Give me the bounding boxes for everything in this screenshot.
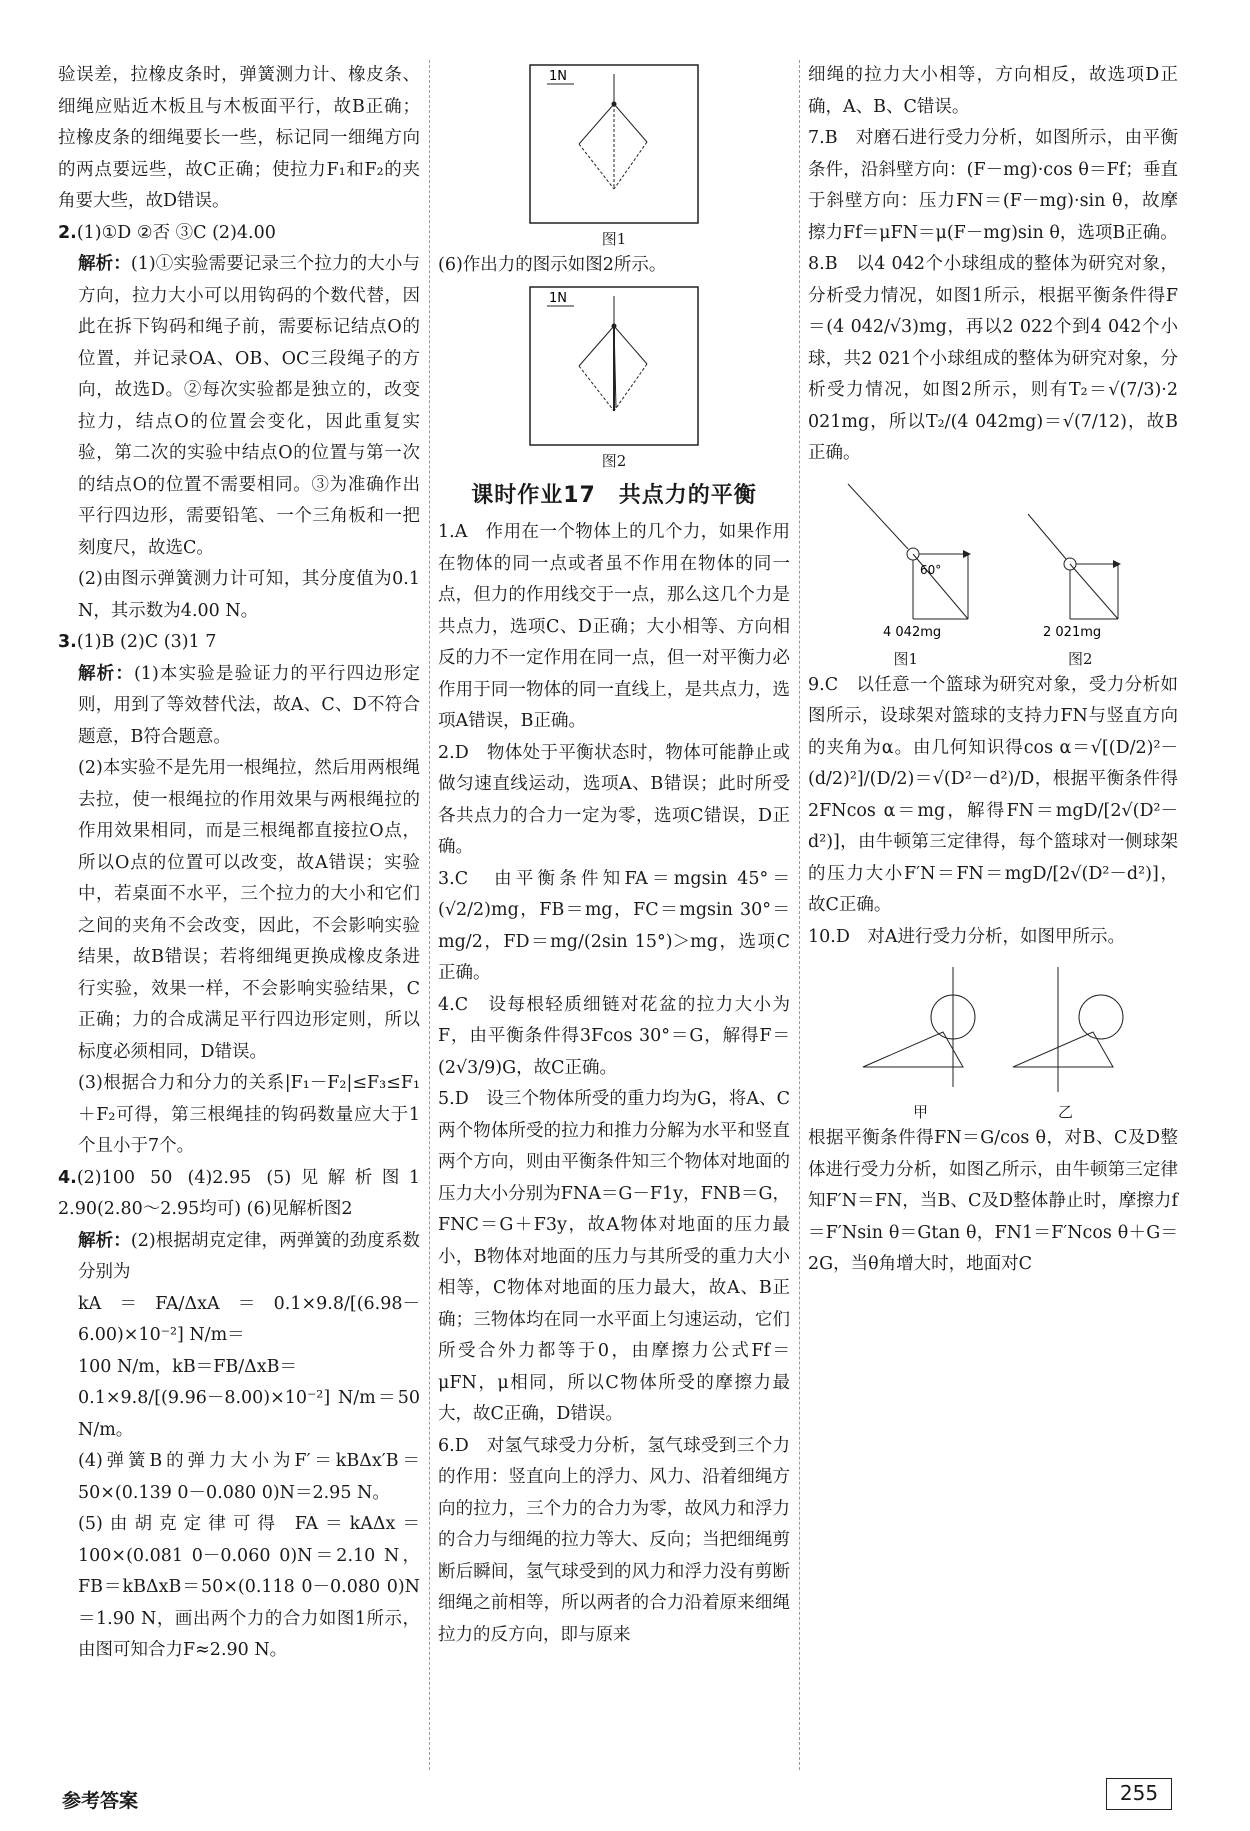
solution-text: (1)本实验是验证力的平行四边形定则，用到了等效替代法，故A、C、D不符合题意，B符合题意。 — [78, 663, 420, 747]
solution-2 — [58, 249, 420, 564]
solution-3 — [58, 659, 420, 754]
answer-item: 根据平衡条件得FN＝G/cos θ，对B、C及D整体进行受力分析，如图乙所示，由牛顿第三定律知F′N＝FN，当B、C及D整体静止时，摩擦力f＝F′Nsin θ＝Gtan θ，FN1＝F′Ncos θ＋G＝2G，当θ角增大时，地面对C — [808, 1128, 1178, 1274]
answer-item: 5.D 设三个物体所受的重力均为G，将A、C两个物体所受的拉力和推力分解为水平和竖直两个方向，则由平衡条件知三个物体对地面的压力大小分别为FNA＝G－F1y，FNB＝G，FNC＝G＋F3y，故A物体对地面的压力最小，B物体对地面的压力与其所受的重力大小相等，C物体对地面的压力最大，故A、B正确；三物体均在同一水平面上匀速运动，它们所受合外力都等于0，由摩擦力公式Ff＝μFN，μ相同，所以C物体所受的摩擦力最大，故C正确，D错误。 — [438, 1089, 790, 1424]
answer-item: 1.A 作用在一个物体上的几个力，如果作用在物体的同一点或者虽不作用在物体的同一点，但力的作用线交于一点，那么这几个力是共点力，选项C、D正确；大小相等、方向相反的力不一定作用在同一点，但一对平衡力必作用于同一物体的同一直线上，是共点力，选项A错误，B正确。 — [438, 522, 790, 731]
formula-line: kA＝FA/ΔxA＝0.1×9.8/[(6.98－6.00)×10⁻²] N/m＝ — [78, 1293, 420, 1345]
solution-3-part3: (3)根据合力和分力的关系|F₁－F₂|≤F₃≤F₁＋F₂可得，第三根绳挂的钩码数量应大于1个且小于7个。 — [78, 1073, 420, 1156]
figure-captions-row — [808, 1101, 1178, 1123]
text-paragraph: 细绳的拉力大小相等，方向相反，故选项D正确，A、B、C错误。 — [808, 65, 1178, 117]
question-number: 3. — [58, 632, 77, 652]
answer-item: 4.C 设每根轻质细链对花盆的拉力大小为F，由平衡条件得3Fcos 30°＝G，解得F＝(2√3/9)G，故C正确。 — [438, 994, 790, 1078]
weight-label: 2 021mg — [1043, 624, 1102, 640]
question-number: 4. — [58, 1167, 77, 1188]
left-column — [58, 60, 420, 1667]
answer-item: 7.B 对磨石进行受力分析，如图所示，由平衡条件，沿斜壁方向：(F－mg)·cos θ＝Ff；垂直于斜壁方向：压力FN＝(F－mg)·sin θ，故摩擦力Ff＝μFN＝μ(F－mg)sin θ，选项B正确。 — [808, 128, 1178, 243]
footer-label: 参考答案 — [62, 1790, 139, 1812]
force-diagram-figure-2 — [529, 286, 699, 446]
solution-2-part2: (2)由图示弹簧测力计可知，其分度值为0.1 N，其示数为4.00 N。 — [78, 569, 420, 621]
text-paragraph: (6)作出力的图示如图2所示。 — [438, 255, 667, 275]
solution-label: 解析： — [78, 1230, 131, 1251]
solution-4-part2: (4)弹簧B的弹力大小为F′＝kBΔx′B＝50×(0.139 0－0.080 0)N＝2.95 N。 — [78, 1451, 420, 1503]
right-column — [808, 60, 1178, 1281]
solution-text: (1)①实验需要记录三个拉力的大小与方向，拉力大小可以用钩码的个数代替，因此在拆下钩码和绳子前，需要标记结点O的位置，并记录OA、OB、OC三段绳子的方向，故选D。②每次实验都是独立的，改变拉力，结点O的位置会变化，因此重复实验，第二次的实验中结点O的位置与第一次的结点O的位置不需要相同。③为准确作出平行四边形，需要铅笔、一个三角板和一把刻度尺，故选C。 — [78, 254, 420, 558]
force-diagram-wedge — [843, 957, 1143, 1097]
solution-label: 解析： — [78, 254, 131, 274]
weight-label: 4 042mg — [883, 624, 942, 640]
answer-key: (1)B (2)C (3)1 7 — [76, 632, 217, 652]
answer-key: (2)100 50 (4)2.95 (5)见解析图1 2.90(2.80～2.95均可) (6)见解析图2 — [58, 1167, 420, 1219]
answer-item: 2.D 物体处于平衡状态时，物体可能静止或做匀速直线运动，选项A、B错误；此时所受各共点力的合力一定为零，选项C错误，D正确。 — [438, 742, 790, 857]
formula-line: 0.1×9.8/[(9.96－8.00)×10⁻²] N/m＝50 N/m。 — [78, 1388, 420, 1440]
figure-captions-row — [808, 648, 1178, 670]
force-diagram-figure-1 — [529, 64, 699, 224]
text-paragraph: 验误差，拉橡皮条时，弹簧测力计、橡皮条、细绳应贴近木板且与木板面平行，故B正确；拉橡皮条的细绳要长一些，标记同一细绳方向的两点要远些，故C正确；使拉力F₁和F₂的夹角要大些，故D错误。 — [58, 65, 420, 211]
solution-label: 解析： — [78, 663, 134, 684]
figure-caption: 乙 — [1058, 1103, 1074, 1121]
answer-item: 10.D 对A进行受力分析，如图甲所示。 — [808, 926, 1125, 947]
answer-3 — [58, 627, 420, 659]
figure-caption: 图2 — [1068, 649, 1093, 668]
solution-4-part3: (5)由胡克定律可得 FA＝kAΔx＝100×(0.081 0－0.060 0)N＝2.10 N，FB＝kBΔxB＝50×(0.118 0－0.080 0)N＝1.90 N，画出两个力的合力如图1所示，由图可知合力F≈2.90 N。 — [78, 1514, 420, 1660]
page-number: 255 — [1106, 1778, 1172, 1810]
figure-caption: 图1 — [893, 649, 918, 668]
answer-key: (1)①D ②否 ③C (2)4.00 — [76, 222, 276, 243]
figure-caption: 甲 — [912, 1103, 928, 1121]
force-diagram-balls — [828, 474, 1158, 644]
middle-column — [438, 60, 790, 1651]
section-title: 课时作业17 共点力的平衡 — [471, 482, 757, 508]
answer-2 — [58, 218, 420, 250]
figure-caption: 图1 — [601, 230, 627, 248]
answer-item: 9.C 以任意一个篮球为研究对象，受力分析如图所示，设球架对篮球的支持力FN与竖直方向的夹角为α。由几何知识得cos α＝√[(D/2)²－(d/2)²]/(D/2)＝√(D²－d²)/D，根据平衡条件得2FNcos α＝mg，解得FN＝mgD/[2√(D²－d²)]，由牛顿第三定律得，每个篮球对一侧球架的压力大小F′N＝FN＝mgD/[2√(D²－d²)]，故C正确。 — [808, 674, 1178, 915]
answer-item: 8.B 以4 042个小球组成的整体为研究对象，分析受力情况，如图1所示，根据平衡条件得F＝(4 042/√3)mg，再以2 022个到4 042个小球，共2 021个小球组成的整体为研究对象，分析受力情况，如图2所示，则有T₂＝√(7/3)·2 021mg，所以T₂/(4 042mg)＝√(7/12)，故B正确。 — [808, 254, 1178, 463]
angle-label: 60° — [920, 562, 942, 577]
solution-3-part2: (2)本实验不是先用一根绳拉，然后用两根绳去拉，使一根绳拉的作用效果与两根绳拉的作用效果相同，而是三根绳都直接拉O点，所以O点的位置可以改变，故A错误；实验中，若桌面不水平，三个拉力的大小和它们之间的夹角不会改变，因此，不会影响实验结果，故B错误；若将细绳更换成橡皮条进行实验，效果一样，不会影响实验结果，C正确；力的合成满足平行四边形定则，所以标度必须相同，D错误。 — [78, 758, 420, 1062]
column-divider-right — [799, 60, 800, 1770]
question-number: 2. — [58, 222, 77, 243]
figure-caption: 图2 — [601, 451, 627, 470]
solution-4 — [58, 1226, 420, 1289]
solution-text: (2)根据胡克定律，两弹簧的劲度系数分别为 — [78, 1230, 420, 1282]
scale-unit-label: 1N — [549, 290, 567, 306]
answer-4 — [58, 1163, 420, 1226]
scale-unit-label: 1N — [549, 69, 567, 84]
answer-item: 6.D 对氢气球受力分析，氢气球受到三个力的作用：竖直向上的浮力、风力、沿着细绳方向的拉力，三个力的合力为零，故风力和浮力的合力与细绳的拉力等大、反向；当把细绳剪断后瞬间，氢气球受到的风力和浮力没有剪断细绳之前相等，所以两者的合力沿着原来细绳拉力的反方向，即与原来 — [438, 1435, 790, 1645]
answer-item: 3.C 由平衡条件知FA＝mgsin 45°＝(√2/2)mg，FB＝mg，FC＝mgsin 30°＝mg/2，FD＝mg/(2sin 15°)＞mg，选项C正确。 — [438, 868, 790, 983]
formula-line: 100 N/m，kB＝FB/ΔxB＝ — [78, 1356, 297, 1377]
column-divider-left — [429, 60, 430, 1770]
